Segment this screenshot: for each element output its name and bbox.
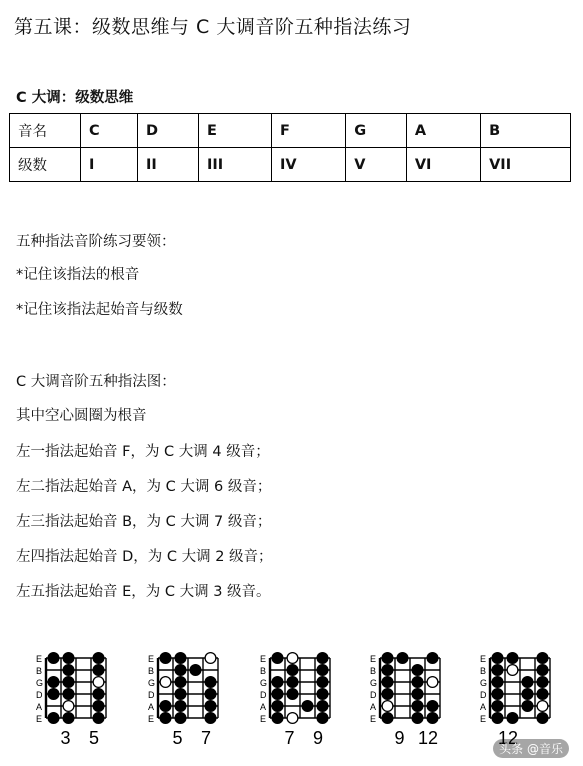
fret-number-label: 5 bbox=[88, 728, 100, 748]
watermark: 头条 @音乐 bbox=[493, 739, 569, 758]
note-dot bbox=[93, 689, 104, 700]
tips-heading: 五种指法音阶练习要领： bbox=[16, 234, 176, 250]
string-label: B bbox=[260, 666, 267, 676]
note-dot bbox=[190, 665, 201, 676]
fingering-description: 左五指法起始音 E，为 C 大调 3 级音。 bbox=[16, 584, 271, 600]
table-cell: II bbox=[137, 148, 198, 182]
note-dot bbox=[272, 713, 283, 724]
string-label: B bbox=[36, 666, 43, 676]
string-label: E bbox=[148, 654, 155, 664]
string-label: E bbox=[480, 654, 487, 664]
note-dot bbox=[272, 701, 283, 712]
string-label: G bbox=[36, 678, 44, 688]
note-dot bbox=[317, 653, 328, 664]
string-label: G bbox=[480, 678, 488, 688]
note-dot bbox=[272, 653, 283, 664]
table-cell: E bbox=[198, 114, 271, 148]
note-dot bbox=[537, 665, 548, 676]
note-dot bbox=[537, 713, 548, 724]
note-dot bbox=[93, 713, 104, 724]
fretboard-svg bbox=[34, 648, 120, 758]
table-row bbox=[10, 114, 571, 148]
table-cell: G bbox=[346, 114, 407, 148]
note-dot bbox=[48, 677, 59, 688]
note-dot bbox=[427, 653, 438, 664]
note-dot bbox=[63, 677, 74, 688]
fretboard-svg bbox=[258, 648, 344, 758]
table-row-label: 级数 bbox=[10, 148, 81, 182]
scale-degree-table bbox=[9, 113, 571, 182]
fret-number-label: 12 bbox=[417, 728, 439, 748]
root-note-dot bbox=[537, 701, 548, 712]
note-dot bbox=[175, 653, 186, 664]
note-dot bbox=[507, 653, 518, 664]
string-label: B bbox=[480, 666, 487, 676]
table-cell: VII bbox=[481, 148, 571, 182]
root-note-explanation: 其中空心圆圈为根音 bbox=[16, 408, 147, 424]
note-dot bbox=[492, 713, 503, 724]
note-dot bbox=[412, 701, 423, 712]
note-dot bbox=[382, 689, 393, 700]
note-dot bbox=[412, 665, 423, 676]
note-dot bbox=[397, 653, 408, 664]
fingering-diagram-3 bbox=[258, 648, 344, 758]
note-dot bbox=[48, 689, 59, 700]
table-cell: D bbox=[137, 114, 198, 148]
note-dot bbox=[63, 653, 74, 664]
root-note-dot bbox=[427, 677, 438, 688]
root-note-dot bbox=[287, 713, 298, 724]
string-label: E bbox=[148, 714, 155, 724]
note-dot bbox=[507, 713, 518, 724]
fingering-diagram-2 bbox=[146, 648, 232, 758]
note-dot bbox=[492, 653, 503, 664]
fret-number-label: 9 bbox=[312, 728, 324, 748]
note-dot bbox=[412, 713, 423, 724]
fret-number-label: 5 bbox=[172, 728, 183, 748]
note-dot bbox=[175, 689, 186, 700]
note-dot bbox=[175, 713, 186, 724]
note-dot bbox=[412, 677, 423, 688]
root-note-dot bbox=[287, 653, 298, 664]
note-dot bbox=[63, 713, 74, 724]
note-dot bbox=[63, 689, 74, 700]
note-dot bbox=[205, 677, 216, 688]
table-cell: V bbox=[346, 148, 407, 182]
note-dot bbox=[175, 677, 186, 688]
table-cell: F bbox=[271, 114, 345, 148]
fret-number-label: 7 bbox=[284, 728, 295, 748]
note-dot bbox=[160, 653, 171, 664]
note-dot bbox=[205, 689, 216, 700]
string-label: D bbox=[148, 690, 155, 700]
table-cell: B bbox=[481, 114, 571, 148]
fingering-diagram-4 bbox=[368, 648, 454, 758]
root-note-dot bbox=[382, 701, 393, 712]
note-dot bbox=[205, 701, 216, 712]
fret-number-label: 7 bbox=[200, 728, 212, 748]
root-note-dot bbox=[507, 665, 518, 676]
note-dot bbox=[492, 677, 503, 688]
string-label: D bbox=[36, 690, 43, 700]
note-dot bbox=[522, 701, 533, 712]
note-dot bbox=[272, 677, 283, 688]
string-label: A bbox=[480, 702, 487, 712]
fretboard-svg bbox=[146, 648, 232, 758]
note-dot bbox=[537, 653, 548, 664]
table-cell: VI bbox=[406, 148, 480, 182]
string-label: A bbox=[370, 702, 377, 712]
root-note-dot bbox=[93, 677, 104, 688]
page-title: 第五课：级数思维与 C 大调音阶五种指法练习 bbox=[14, 16, 412, 38]
string-label: A bbox=[36, 702, 43, 712]
note-dot bbox=[287, 689, 298, 700]
note-dot bbox=[522, 689, 533, 700]
fret-number-label: 12 bbox=[497, 728, 519, 748]
string-label: D bbox=[370, 690, 377, 700]
string-label: E bbox=[370, 714, 377, 724]
string-label: B bbox=[370, 666, 377, 676]
note-dot bbox=[48, 653, 59, 664]
table-cell: III bbox=[198, 148, 271, 182]
note-dot bbox=[317, 689, 328, 700]
note-dot bbox=[175, 701, 186, 712]
root-note-dot bbox=[160, 677, 171, 688]
note-dot bbox=[317, 677, 328, 688]
table-row-label: 音名 bbox=[10, 114, 81, 148]
table-row bbox=[10, 148, 571, 182]
note-dot bbox=[492, 701, 503, 712]
string-label: G bbox=[260, 678, 268, 688]
note-dot bbox=[93, 665, 104, 676]
note-dot bbox=[175, 665, 186, 676]
tip-item: *记住该指法的根音 bbox=[16, 267, 140, 283]
string-label: E bbox=[260, 654, 267, 664]
note-dot bbox=[382, 653, 393, 664]
string-label: E bbox=[480, 714, 487, 724]
section-heading-degree-thinking: C 大调：级数思维 bbox=[16, 90, 134, 106]
string-label: A bbox=[148, 702, 155, 712]
table-cell: C bbox=[81, 114, 138, 148]
root-note-dot bbox=[63, 701, 74, 712]
note-dot bbox=[317, 713, 328, 724]
note-dot bbox=[522, 677, 533, 688]
root-note-dot bbox=[205, 653, 216, 664]
note-dot bbox=[287, 677, 298, 688]
tip-item: *记住该指法起始音与级数 bbox=[16, 302, 183, 318]
note-dot bbox=[382, 677, 393, 688]
note-dot bbox=[427, 713, 438, 724]
string-label: G bbox=[148, 678, 156, 688]
fret-number-label: 9 bbox=[394, 728, 405, 748]
note-dot bbox=[492, 665, 503, 676]
fretboard-svg bbox=[368, 648, 454, 758]
string-label: E bbox=[370, 654, 377, 664]
note-dot bbox=[93, 701, 104, 712]
note-dot bbox=[412, 689, 423, 700]
note-dot bbox=[272, 689, 283, 700]
note-dot bbox=[302, 701, 313, 712]
fingering-description: 左二指法起始音 A，为 C 大调 6 级音； bbox=[16, 479, 272, 495]
fingering-diagram-1 bbox=[34, 648, 120, 758]
string-label: D bbox=[480, 690, 487, 700]
table-cell: I bbox=[81, 148, 138, 182]
note-dot bbox=[317, 665, 328, 676]
fingering-description: 左一指法起始音 F，为 C 大调 4 级音； bbox=[16, 444, 270, 460]
note-dot bbox=[317, 701, 328, 712]
string-label: G bbox=[370, 678, 378, 688]
note-dot bbox=[205, 713, 216, 724]
string-label: B bbox=[148, 666, 155, 676]
string-label: A bbox=[260, 702, 267, 712]
string-label: E bbox=[36, 654, 43, 664]
fret-number-label: 3 bbox=[60, 728, 71, 748]
note-dot bbox=[93, 653, 104, 664]
note-dot bbox=[287, 665, 298, 676]
note-dot bbox=[160, 701, 171, 712]
string-label: E bbox=[36, 714, 43, 724]
fingering-description: 左四指法起始音 D，为 C 大调 2 级音； bbox=[16, 549, 273, 565]
string-label: E bbox=[260, 714, 267, 724]
note-dot bbox=[160, 713, 171, 724]
note-dot bbox=[382, 713, 393, 724]
fingering-description: 左三指法起始音 B，为 C 大调 7 级音； bbox=[16, 514, 272, 530]
note-dot bbox=[63, 665, 74, 676]
diagram-section-heading: C 大调音阶五种指法图： bbox=[16, 374, 176, 390]
table-cell: IV bbox=[271, 148, 345, 182]
note-dot bbox=[492, 689, 503, 700]
note-dot bbox=[427, 701, 438, 712]
note-dot bbox=[537, 689, 548, 700]
table-cell: A bbox=[406, 114, 480, 148]
string-label: D bbox=[260, 690, 267, 700]
note-dot bbox=[537, 677, 548, 688]
note-dot bbox=[382, 665, 393, 676]
note-dot bbox=[48, 713, 59, 724]
